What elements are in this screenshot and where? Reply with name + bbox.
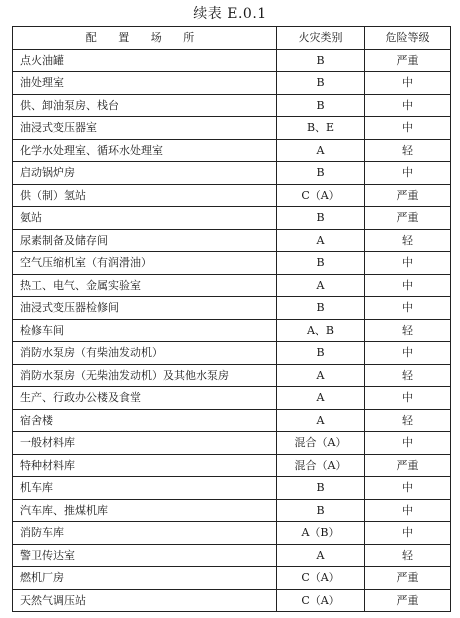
fire-category-cell: C（A） [277, 589, 365, 612]
header-fire-category: 火灾类别 [277, 27, 365, 50]
fire-category-cell: A [277, 139, 365, 162]
hazard-level-cell: 中 [365, 432, 451, 455]
table-row [13, 387, 451, 410]
fire-category-cell: B [277, 297, 365, 320]
table-row [13, 364, 451, 387]
fire-category-cell: B [277, 252, 365, 275]
fire-category-cell: A（B） [277, 522, 365, 545]
location-cell: 消防车库 [13, 522, 277, 545]
fire-category-cell: A [277, 274, 365, 297]
fire-category-cell: C（A） [277, 567, 365, 590]
location-cell: 氨站 [13, 207, 277, 230]
fire-category-cell: A [277, 409, 365, 432]
table-row [13, 499, 451, 522]
hazard-level-cell: 中 [365, 387, 451, 410]
fire-category-cell: A [277, 229, 365, 252]
fire-category-cell: B [277, 477, 365, 500]
fire-category-cell: A [277, 544, 365, 567]
location-cell: 供（制）氢站 [13, 184, 277, 207]
fire-category-cell: B [277, 207, 365, 230]
table-row [13, 477, 451, 500]
hazard-level-cell: 中 [365, 499, 451, 522]
fire-category-cell: A [277, 364, 365, 387]
header-hazard-level: 危险等级 [365, 27, 451, 50]
table-caption: 续表 E.0.1 [193, 6, 267, 22]
location-cell: 特种材料库 [13, 454, 277, 477]
table-row [13, 252, 451, 275]
table-row [13, 94, 451, 117]
hazard-level-cell: 严重 [365, 454, 451, 477]
hazard-level-cell: 中 [365, 342, 451, 365]
location-cell: 点火油罐 [13, 49, 277, 72]
location-cell: 消防水泵房（有柴油发动机） [13, 342, 277, 365]
hazard-level-cell: 轻 [365, 139, 451, 162]
fire-hazard-table [12, 26, 451, 612]
location-cell: 检修车间 [13, 319, 277, 342]
fire-category-cell: B [277, 72, 365, 95]
hazard-level-cell: 轻 [365, 544, 451, 567]
fire-category-cell: B [277, 499, 365, 522]
table-row [13, 72, 451, 95]
table-row [13, 297, 451, 320]
location-cell: 燃机厂房 [13, 567, 277, 590]
location-cell: 供、卸油泵房、栈台 [13, 94, 277, 117]
fire-category-cell: B [277, 49, 365, 72]
table-row [13, 342, 451, 365]
table-row [13, 274, 451, 297]
table-body [13, 49, 451, 612]
hazard-level-cell: 轻 [365, 229, 451, 252]
location-cell: 机车库 [13, 477, 277, 500]
location-cell: 空气压缩机室（有润滑油） [13, 252, 277, 275]
location-cell: 警卫传达室 [13, 544, 277, 567]
hazard-level-cell: 严重 [365, 567, 451, 590]
location-cell: 热工、电气、金属实验室 [13, 274, 277, 297]
location-cell: 汽车库、推煤机库 [13, 499, 277, 522]
location-cell: 消防水泵房（无柴油发动机）及其他水泵房 [13, 364, 277, 387]
table-row [13, 162, 451, 185]
header-row [13, 27, 451, 50]
hazard-level-cell: 中 [365, 297, 451, 320]
hazard-level-cell: 轻 [365, 319, 451, 342]
table-row [13, 409, 451, 432]
hazard-level-cell: 严重 [365, 49, 451, 72]
hazard-level-cell: 中 [365, 117, 451, 140]
location-cell: 天然气调压站 [13, 589, 277, 612]
table-row [13, 544, 451, 567]
fire-category-cell: B [277, 94, 365, 117]
hazard-level-cell: 中 [365, 522, 451, 545]
location-cell: 尿素制备及储存间 [13, 229, 277, 252]
location-cell: 一般材料库 [13, 432, 277, 455]
table-row [13, 567, 451, 590]
table-row [13, 522, 451, 545]
fire-category-cell: B [277, 342, 365, 365]
table-row [13, 49, 451, 72]
hazard-level-cell: 中 [365, 477, 451, 500]
table-row [13, 229, 451, 252]
hazard-level-cell: 中 [365, 94, 451, 117]
table-row [13, 454, 451, 477]
table-row [13, 139, 451, 162]
hazard-level-cell: 严重 [365, 184, 451, 207]
location-cell: 化学水处理室、循环水处理室 [13, 139, 277, 162]
table-row [13, 589, 451, 612]
location-cell: 油处理室 [13, 72, 277, 95]
table-row [13, 207, 451, 230]
hazard-level-cell: 轻 [365, 409, 451, 432]
fire-category-cell: 混合（A） [277, 432, 365, 455]
table-row [13, 432, 451, 455]
hazard-level-cell: 严重 [365, 207, 451, 230]
fire-category-cell: 混合（A） [277, 454, 365, 477]
fire-category-cell: A [277, 387, 365, 410]
table-row [13, 117, 451, 140]
location-cell: 生产、行政办公楼及食堂 [13, 387, 277, 410]
hazard-level-cell: 轻 [365, 364, 451, 387]
hazard-level-cell: 中 [365, 162, 451, 185]
hazard-level-cell: 严重 [365, 589, 451, 612]
fire-category-cell: B、E [277, 117, 365, 140]
location-cell: 油浸式变压器检修间 [13, 297, 277, 320]
hazard-level-cell: 中 [365, 274, 451, 297]
hazard-level-cell: 中 [365, 252, 451, 275]
header-location: 配 置 场 所 [13, 27, 277, 50]
table-row [13, 184, 451, 207]
table-row [13, 319, 451, 342]
location-cell: 油浸式变压器室 [13, 117, 277, 140]
location-cell: 启动锅炉房 [13, 162, 277, 185]
fire-category-cell: A、B [277, 319, 365, 342]
location-cell: 宿舍楼 [13, 409, 277, 432]
hazard-level-cell: 中 [365, 72, 451, 95]
fire-category-cell: B [277, 162, 365, 185]
fire-category-cell: C（A） [277, 184, 365, 207]
